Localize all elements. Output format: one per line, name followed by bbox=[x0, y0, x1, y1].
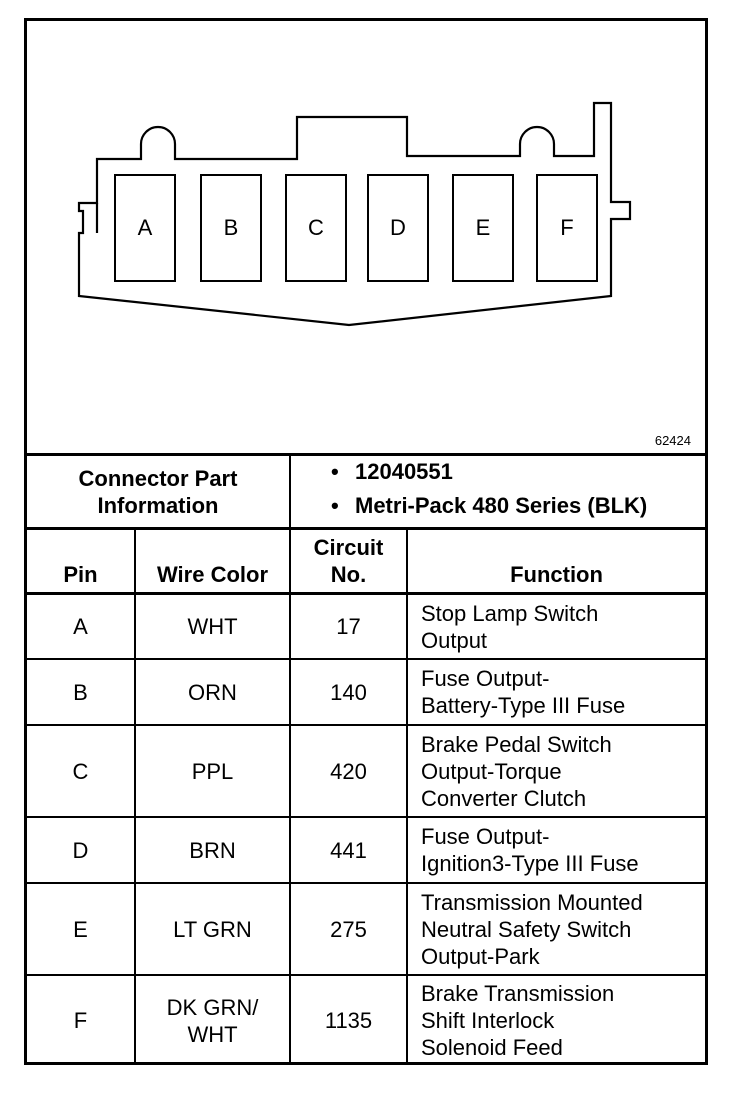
row-d-circuit: 441 bbox=[330, 837, 367, 863]
row-b-function-line1: Fuse Output- bbox=[421, 666, 550, 691]
row-f-function-line3: Solenoid Feed bbox=[421, 1035, 563, 1060]
row-b-function bbox=[408, 660, 705, 724]
row-f-wire-color bbox=[136, 976, 289, 1065]
row-b-function-line2: Battery-Type III Fuse bbox=[421, 693, 626, 718]
row-a-function bbox=[408, 595, 705, 658]
row-f-wire-color-line1: DK GRN/ bbox=[166, 994, 259, 1020]
row-b-wire-color: ORN bbox=[188, 679, 237, 705]
figure-id: 62424 bbox=[654, 433, 691, 448]
header-function: Function bbox=[510, 562, 603, 587]
row-c-function bbox=[408, 726, 705, 816]
row-c-circuit: 420 bbox=[330, 758, 367, 784]
row-c-pin: C bbox=[72, 758, 89, 784]
row-d-pin: D bbox=[72, 837, 89, 863]
row-b-pin: B bbox=[73, 679, 88, 705]
row-a-wire-color: WHT bbox=[187, 614, 238, 639]
row-d-function-line2: Ignition3-Type III Fuse bbox=[421, 851, 639, 876]
row-d-function bbox=[408, 818, 705, 882]
row-f-wire-color-line2: WHT bbox=[187, 1021, 238, 1047]
row-e-pin: E bbox=[73, 916, 88, 942]
row-f-function bbox=[408, 976, 705, 1065]
pin-label-c: C bbox=[308, 215, 324, 240]
row-f-pin: F bbox=[73, 1008, 88, 1033]
pin-label-e: E bbox=[475, 215, 491, 240]
row-e-function-line1: Transmission Mounted bbox=[421, 889, 643, 915]
row-e-wire-color: LT GRN bbox=[173, 916, 252, 942]
header-circuit-line1: Circuit bbox=[313, 535, 384, 560]
row-a-pin: A bbox=[73, 614, 88, 639]
part-number: 12040551 bbox=[355, 459, 453, 484]
row-f-function-line1: Brake Transmission bbox=[421, 981, 615, 1006]
row-c-function-line3: Converter Clutch bbox=[421, 785, 587, 811]
header-wire-color: Wire Color bbox=[156, 562, 269, 587]
connector-drawing bbox=[27, 21, 705, 453]
row-a-function-line2: Output bbox=[421, 627, 488, 653]
row-f-circuit: 1135 bbox=[324, 1008, 373, 1033]
row-e-circuit: 275 bbox=[330, 916, 367, 942]
connector-info-label-line1: Connector Part bbox=[78, 465, 238, 491]
row-e-function-line2: Neutral Safety Switch bbox=[421, 916, 632, 942]
row-e-function bbox=[408, 884, 705, 974]
header-circuit-no bbox=[291, 530, 406, 592]
connector-sheet bbox=[24, 18, 708, 1065]
part-number-item: • 12040551 bbox=[331, 459, 453, 484]
row-c-function-line2: Output-Torque bbox=[421, 758, 562, 784]
pin-label-f: F bbox=[560, 215, 574, 240]
pin-label-d: D bbox=[390, 215, 406, 240]
row-a-function-line1: Stop Lamp Switch bbox=[421, 600, 599, 626]
series-name: Metri-Pack 480 Series (BLK) bbox=[355, 493, 648, 518]
row-e-function-line3: Output-Park bbox=[421, 943, 540, 969]
connector-info-label-line2: Information bbox=[97, 492, 219, 518]
series-item: • Metri-Pack 480 Series (BLK) bbox=[331, 493, 648, 518]
row-d-function-line1: Fuse Output- bbox=[421, 824, 550, 849]
row-f-function-line2: Shift Interlock bbox=[421, 1008, 555, 1033]
header-pin: Pin bbox=[63, 562, 98, 587]
pin-label-a: A bbox=[137, 215, 153, 240]
pin-label-b: B bbox=[223, 215, 239, 240]
connector-info-label bbox=[27, 456, 289, 527]
header-circuit-line2: No. bbox=[330, 562, 367, 587]
row-d-wire-color: BRN bbox=[189, 837, 236, 863]
row-a-circuit: 17 bbox=[336, 614, 361, 639]
row-c-wire-color: PPL bbox=[191, 758, 234, 784]
row-b-circuit: 140 bbox=[330, 679, 367, 705]
connector-info-list bbox=[291, 457, 701, 529]
row-c-function-line1: Brake Pedal Switch bbox=[421, 731, 612, 757]
